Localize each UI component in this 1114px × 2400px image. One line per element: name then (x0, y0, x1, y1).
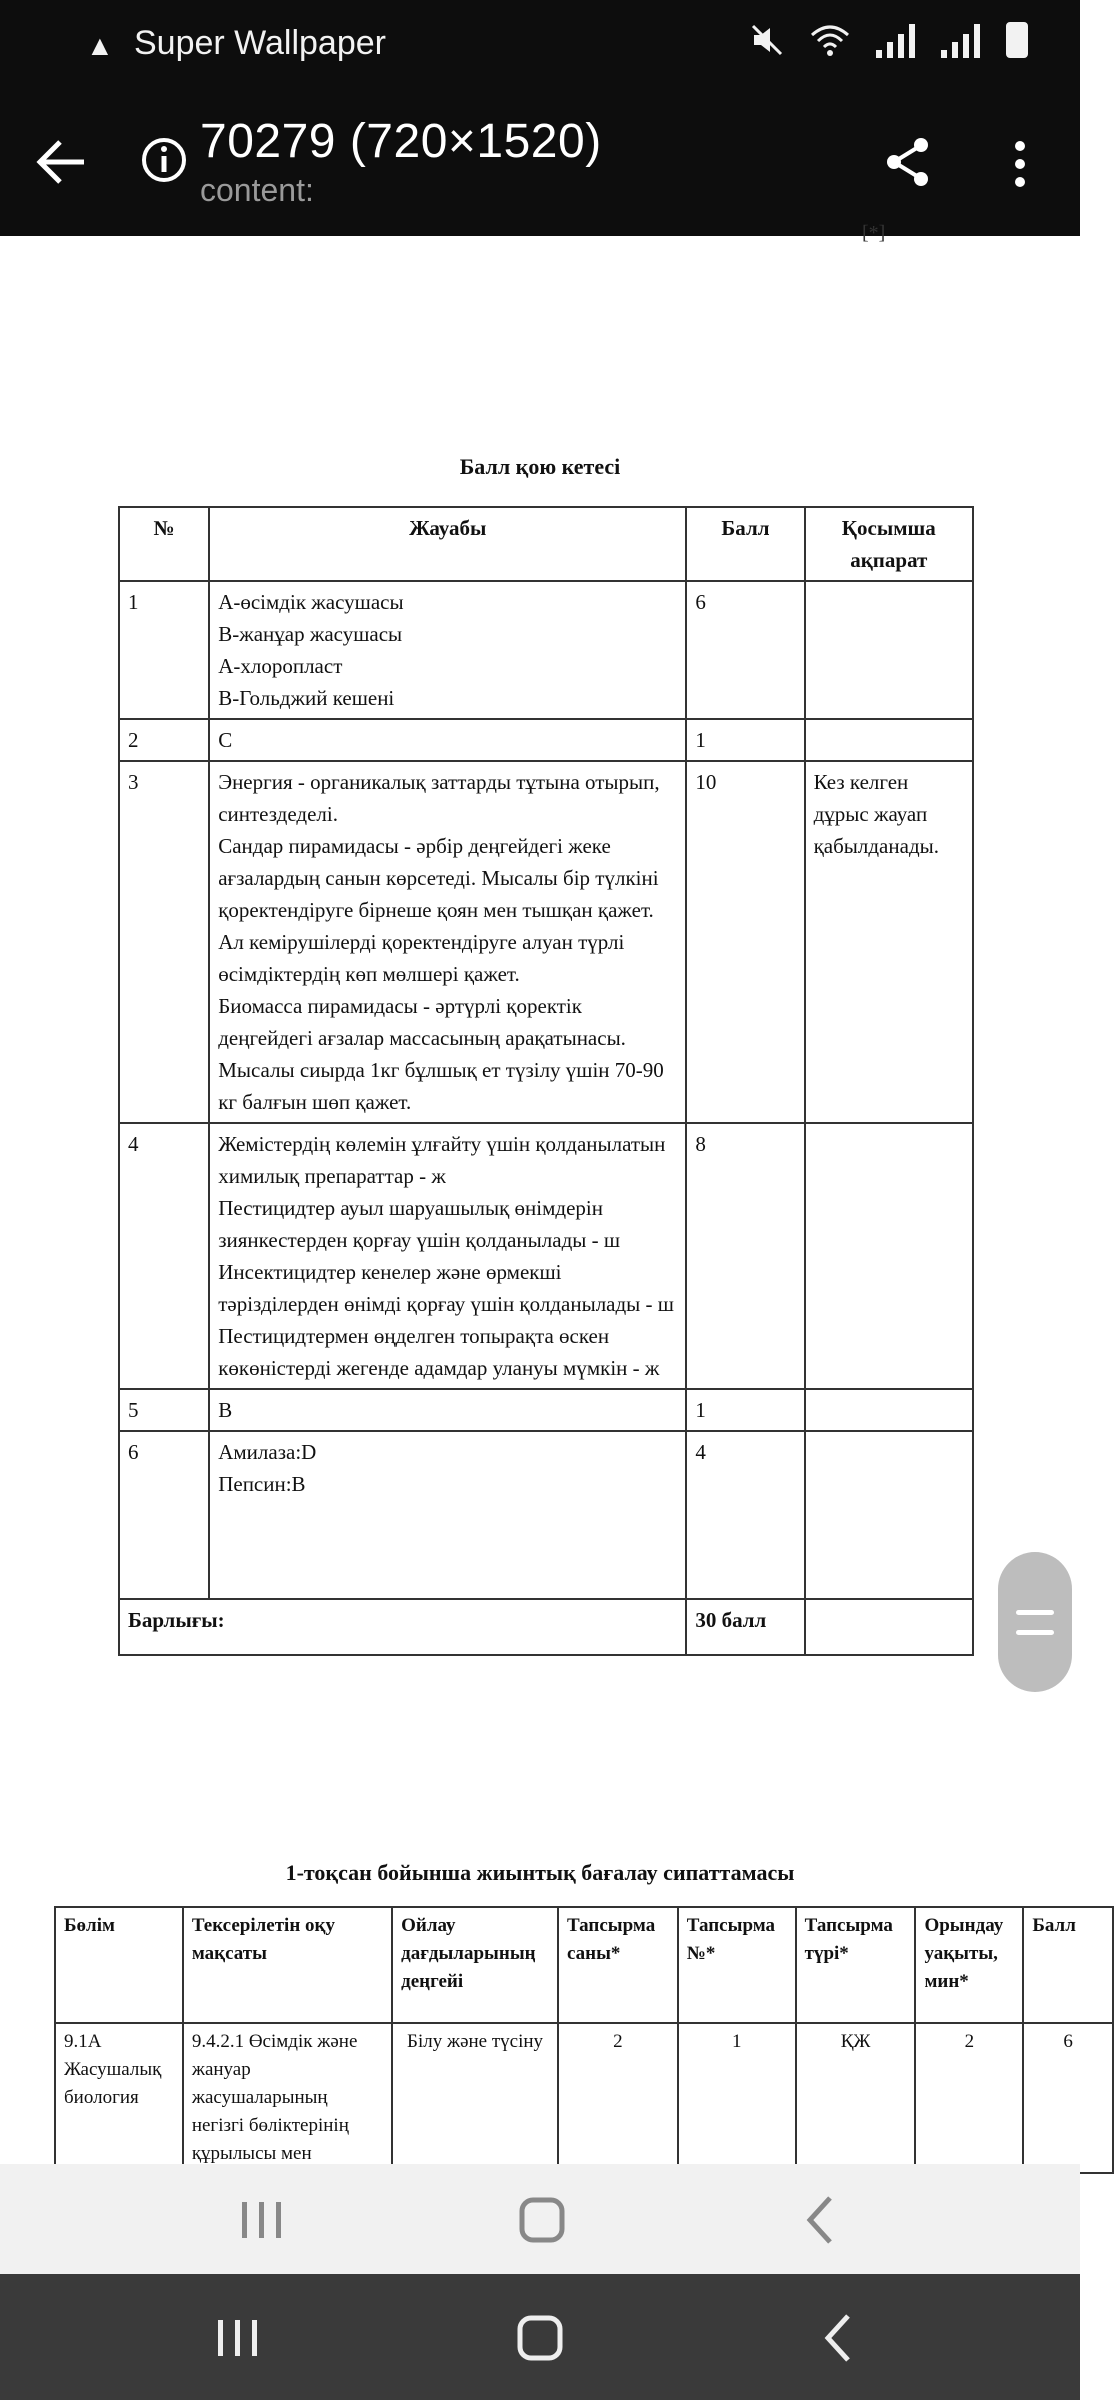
nav-back-icon (782, 2180, 862, 2260)
score-table (118, 506, 974, 1656)
cell-task-count: 2 (558, 2023, 678, 2173)
row-num: 1 (119, 581, 209, 719)
table-row (55, 2023, 1113, 2173)
row-extra (805, 1389, 973, 1431)
row-extra (805, 719, 973, 761)
row-score: 6 (686, 581, 804, 719)
row-answer: С (209, 719, 686, 761)
header-cell: Бөлім (55, 1907, 183, 2023)
row-extra (805, 581, 973, 719)
table-row (119, 1389, 973, 1431)
home-icon (502, 2180, 582, 2260)
table-row (119, 1431, 973, 1599)
table1-title: Балл қою кетесі (459, 454, 621, 479)
header-cell: Балл (686, 507, 804, 581)
cell-section: 9.1А Жасушалық биология (55, 2023, 183, 2173)
cut-mark: [*] (862, 222, 886, 244)
table-header-row (119, 507, 973, 581)
row-num: 3 (119, 761, 209, 1123)
total-label: Барлығы: (119, 1599, 686, 1655)
row-score: 4 (686, 1431, 804, 1599)
row-score: 1 (686, 1389, 804, 1431)
share-icon[interactable] (880, 134, 936, 190)
fast-scroll-handle[interactable] (998, 1552, 1072, 1692)
cell-thinking-level: Білу және түсіну (392, 2023, 558, 2173)
total-extra (805, 1599, 973, 1655)
nav-back-icon[interactable] (800, 2298, 880, 2378)
total-value: 30 балл (686, 1599, 804, 1655)
table-total-row (119, 1599, 973, 1655)
row-num: 5 (119, 1389, 209, 1431)
captured-nav-bar (0, 2164, 1080, 2274)
row-answer: Амилаза:D Пепсин:B (209, 1431, 686, 1599)
wifi-icon (810, 23, 850, 57)
header-cell: Балл (1023, 1907, 1113, 2023)
row-extra (805, 1431, 973, 1599)
row-answer: Энергия - органикалық заттарды тұтына отырып, синтездеделі. Сандар пирамидасы - әрбір деңгейдегі жеке ағзалардың санын көрсетеді. Мысалы бір түлкіні қоректендіруге бірнеше қоян мен тышқан қажет. Ал кемірушілерді қоректендіруге алуан түрлі өсімдіктердің көп мөлшері қажет. Биомасса пирамидасы - әртүрлі қоректік деңгейдегі ағзалар массасының арақатынасы. Мысалы сиырда 1кг бұлшық ет түзілу үшін 70-90 кг балғын шөп қажет. (209, 761, 686, 1123)
header-cell: Тапсырма түрі* (796, 1907, 916, 2023)
system-nav-bar (0, 2274, 1080, 2400)
viewer-toolbar (0, 92, 1080, 236)
row-num: 4 (119, 1123, 209, 1389)
document-image (0, 222, 1080, 2164)
table-header-row (55, 1907, 1113, 2023)
header-cell: № (119, 507, 209, 581)
row-num: 2 (119, 719, 209, 761)
row-num: 6 (119, 1431, 209, 1599)
recents-icon[interactable] (198, 2298, 278, 2378)
header-cell: Ойлау дағдыларының деңгейі (392, 1907, 558, 2023)
mute-icon (750, 23, 784, 57)
header-cell: Жауабы (209, 507, 686, 581)
info-icon[interactable] (140, 136, 188, 184)
table-row (119, 719, 973, 761)
row-score: 1 (686, 719, 804, 761)
table-row (119, 1123, 973, 1389)
status-icons (750, 22, 1028, 58)
status-bar (0, 0, 1080, 92)
header-cell: Қосымша ақпарат (805, 507, 973, 581)
recents-icon (222, 2180, 302, 2260)
header-cell: Тексерілетін оқу мақсаты (183, 1907, 392, 2023)
row-answer: В (209, 1389, 686, 1431)
table2-title: 1-тоқсан бойынша жиынтық бағалау сипаттамасы (285, 1860, 795, 1885)
back-arrow-icon[interactable] (30, 130, 94, 194)
header-cell: Тапсырма саны* (558, 1907, 678, 2023)
row-score: 8 (686, 1123, 804, 1389)
table-row (119, 581, 973, 719)
row-extra (805, 1123, 973, 1389)
header-cell: Тапсырма №* (678, 1907, 796, 2023)
android-icon: ▲ (86, 30, 114, 61)
cell-time: 2 (915, 2023, 1023, 2173)
signal-icon (941, 22, 980, 58)
image-title: 70279 (720×1520) (200, 115, 602, 168)
row-extra: Кез келген дұрыс жауап қабылданады. (805, 761, 973, 1123)
row-answer: Жемістердің көлемін ұлғайту үшін қолданылатын химилық препараттар - ж Пестицидтер ауыл шаруашылық өнімдерін зиянкестерден қорғау үшін қолданылады - ш Инсектицидтер кенелер және өрмекші тәрізділерден өнімді қорғау үшін қолданылады - ш Пестицидтермен өңделген топырақта өскен көкөністерді жегенде адамдар улануы мүмкін - ж (209, 1123, 686, 1389)
header-cell: Орындау уақыты, мин* (915, 1907, 1023, 2023)
status-app-name: Super Wallpaper (134, 24, 386, 62)
row-score: 10 (686, 761, 804, 1123)
signal-icon (876, 22, 915, 58)
table-row (119, 761, 973, 1123)
spec-table (54, 1906, 1114, 2174)
battery-icon (1006, 22, 1028, 58)
image-subtitle: content: (200, 172, 314, 208)
home-icon[interactable] (500, 2298, 580, 2378)
cell-score: 6 (1023, 2023, 1113, 2173)
row-answer: А-өсімдік жасушасы В-жанұар жасушасы А-хлоропласт В-Гольджий кешені (209, 581, 686, 719)
more-vert-icon[interactable] (1000, 136, 1040, 192)
cell-objective: 9.4.2.1 Өсімдік және жануар жасушаларының негізгі бөліктерінің құрылысы мен (183, 2023, 392, 2173)
cell-task-type: ҚЖ (796, 2023, 916, 2173)
cell-task-number: 1 (678, 2023, 796, 2173)
